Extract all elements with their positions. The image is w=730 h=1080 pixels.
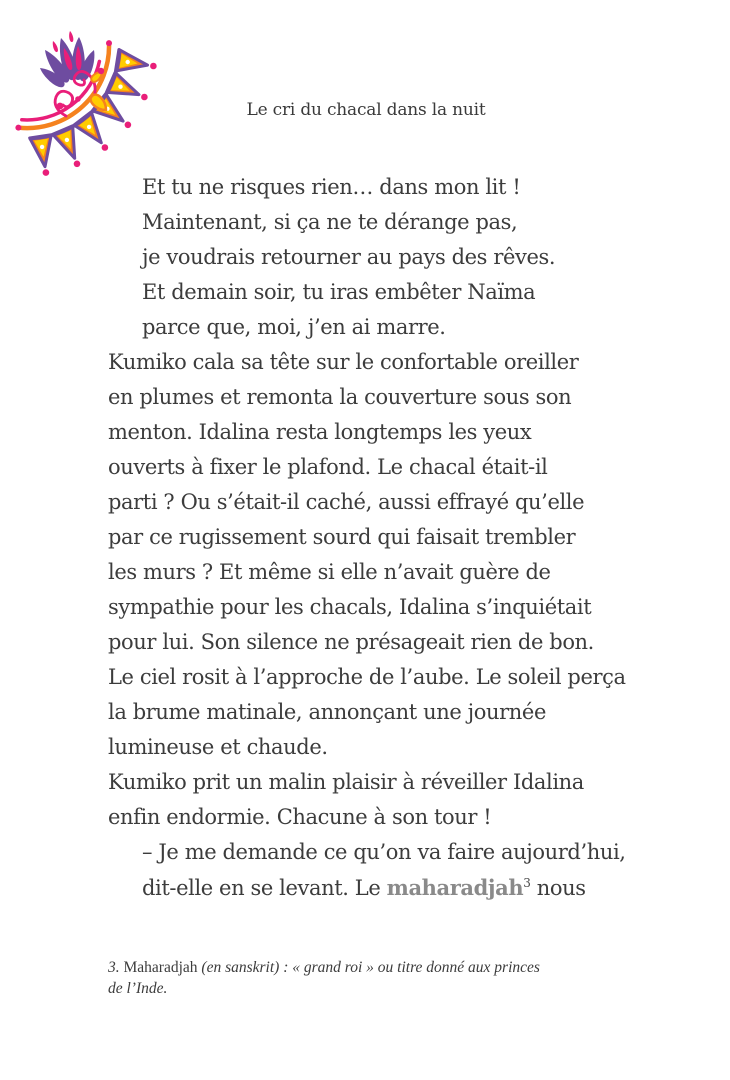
text-line: – Je me demande ce qu’on va faire aujourd’hui, [142, 840, 626, 864]
text-line: la brume matinale, annonçant une journée [108, 700, 546, 724]
chapter-title: Le cri du chacal dans la nuit [246, 100, 486, 120]
text-line-with-gloss [108, 870, 648, 905]
story-text [108, 170, 648, 905]
line-text-before: dit-elle en se levant. Le [142, 876, 387, 900]
text-line: Et demain soir, tu iras embêter Naïma [142, 280, 536, 304]
footnote-term: Maharadjah [123, 959, 198, 976]
footnote-reference: 3 [523, 876, 531, 890]
text-line: sympathie pour les chacals, Idalina s’inquiétait [108, 595, 592, 619]
text-line: par ce rugissement sourd qui faisait trembler [108, 525, 576, 549]
text-line: enfin endormie. Chacune à son tour ! [108, 805, 492, 829]
line-text-after: nous [530, 876, 586, 900]
text-line: parti ? Ou s’était-il caché, aussi effrayé qu’elle [108, 490, 585, 514]
text-line: Kumiko prit un malin plaisir à réveiller Idalina [108, 770, 584, 794]
text-line: Maintenant, si ça ne te dérange pas, [142, 210, 518, 234]
gloss-term: maharadjah [386, 875, 524, 900]
text-line: ouverts à fixer le plafond. Le chacal était-il [108, 455, 548, 479]
footnote [108, 957, 578, 999]
footnote-number: 3. [108, 959, 120, 976]
text-line: lumineuse et chaude. [108, 735, 328, 759]
footnote-definition-line1: (en sanskrit) : « grand roi » ou titre donné aux princes [201, 959, 540, 976]
text-line: pour lui. Son silence ne présageait rien de bon. [108, 630, 594, 654]
text-line: parce que, moi, j’en ai marre. [142, 315, 446, 339]
text-line: en plumes et remonta la couverture sous son [108, 385, 572, 409]
text-line: les murs ? Et même si elle n’avait guère de [108, 560, 551, 584]
footnote-definition-line2: de l’Inde. [108, 980, 168, 997]
text-line: Kumiko cala sa tête sur le confortable oreiller [108, 350, 579, 374]
text-line: Et tu ne risques rien… dans mon lit ! [142, 175, 521, 199]
text-line: je voudrais retourner au pays des rêves. [142, 245, 556, 269]
text-line: menton. Idalina resta longtemps les yeux [108, 420, 532, 444]
text-line: Le ciel rosit à l’approche de l’aube. Le soleil perça [108, 665, 626, 689]
